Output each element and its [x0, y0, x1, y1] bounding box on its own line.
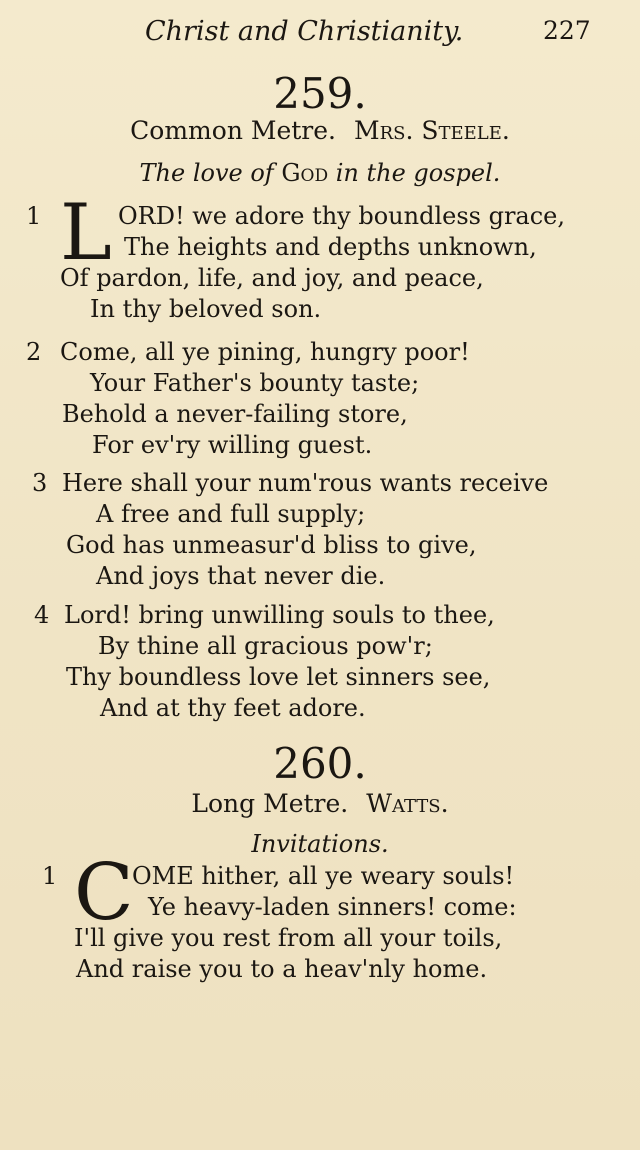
hymn-259-metre: Common Metre. [130, 116, 336, 145]
verse-number: 2 [26, 338, 42, 366]
verse-line: And joys that never die. [96, 562, 386, 590]
drop-cap: L [60, 188, 112, 278]
hymn-259-metre-line [0, 115, 640, 147]
hymn-number-259: 259. [273, 69, 367, 118]
page-number: 227 [543, 16, 591, 45]
verse-line: I'll give you rest from all your toils, [74, 924, 503, 952]
verse-line: And at thy feet adore. [100, 694, 366, 722]
hymn-260-subject-text: Invitations. [251, 830, 389, 858]
verse-line: A free and full supply; [96, 500, 366, 528]
running-header [0, 14, 640, 54]
verse-line: Your Father's bounty taste; [90, 369, 420, 397]
drop-cap: C [74, 848, 134, 938]
hymn-259-subject-god: God [281, 159, 329, 187]
hymn-259-author: Mrs. Steele. [354, 116, 510, 145]
verse-number: 1 [42, 862, 58, 890]
verse-line: Here shall your num'rous wants receive [62, 469, 549, 497]
verse-line: God has unmeasur'd bliss to give, [66, 531, 477, 559]
hymn-number-260: 260. [273, 739, 367, 788]
verse-line: And raise you to a heav'nly home. [76, 955, 488, 983]
hymn-260-author: Watts. [366, 789, 449, 818]
running-title: Christ and Christianity. [145, 16, 464, 47]
verse-line: ORD! we adore thy boundless grace, [118, 202, 565, 230]
hymn-259-subject-pre: The love of [139, 159, 274, 187]
verse-line: In thy beloved son. [90, 295, 322, 323]
verse-line: Lord! bring unwilling souls to thee, [64, 601, 495, 629]
verse-line: Come, all ye pining, hungry poor! [60, 338, 470, 366]
verse-line: The heights and depths unknown, [124, 233, 537, 261]
verse-line: OME hither, all ye weary souls! [132, 862, 515, 890]
hymn-259-subject [0, 157, 640, 189]
verse-line: Behold a never-failing store, [62, 400, 408, 428]
verse-number: 4 [34, 601, 50, 629]
hymn-259-subject-post: in the gospel. [335, 159, 501, 187]
hymn-260-metre: Long Metre. [191, 789, 349, 818]
hymn-260-metre-line [0, 788, 640, 820]
verse-number: 1 [26, 202, 42, 230]
verse-line: For ev'ry willing guest. [92, 431, 373, 459]
verse-line: Thy boundless love let sinners see, [66, 663, 491, 691]
verse-line: Ye heavy-laden sinners! come: [148, 893, 517, 921]
verse-line: Of pardon, life, and joy, and peace, [60, 264, 484, 292]
verse-line: By thine all gracious pow'r; [98, 632, 433, 660]
verse-number: 3 [32, 469, 48, 497]
